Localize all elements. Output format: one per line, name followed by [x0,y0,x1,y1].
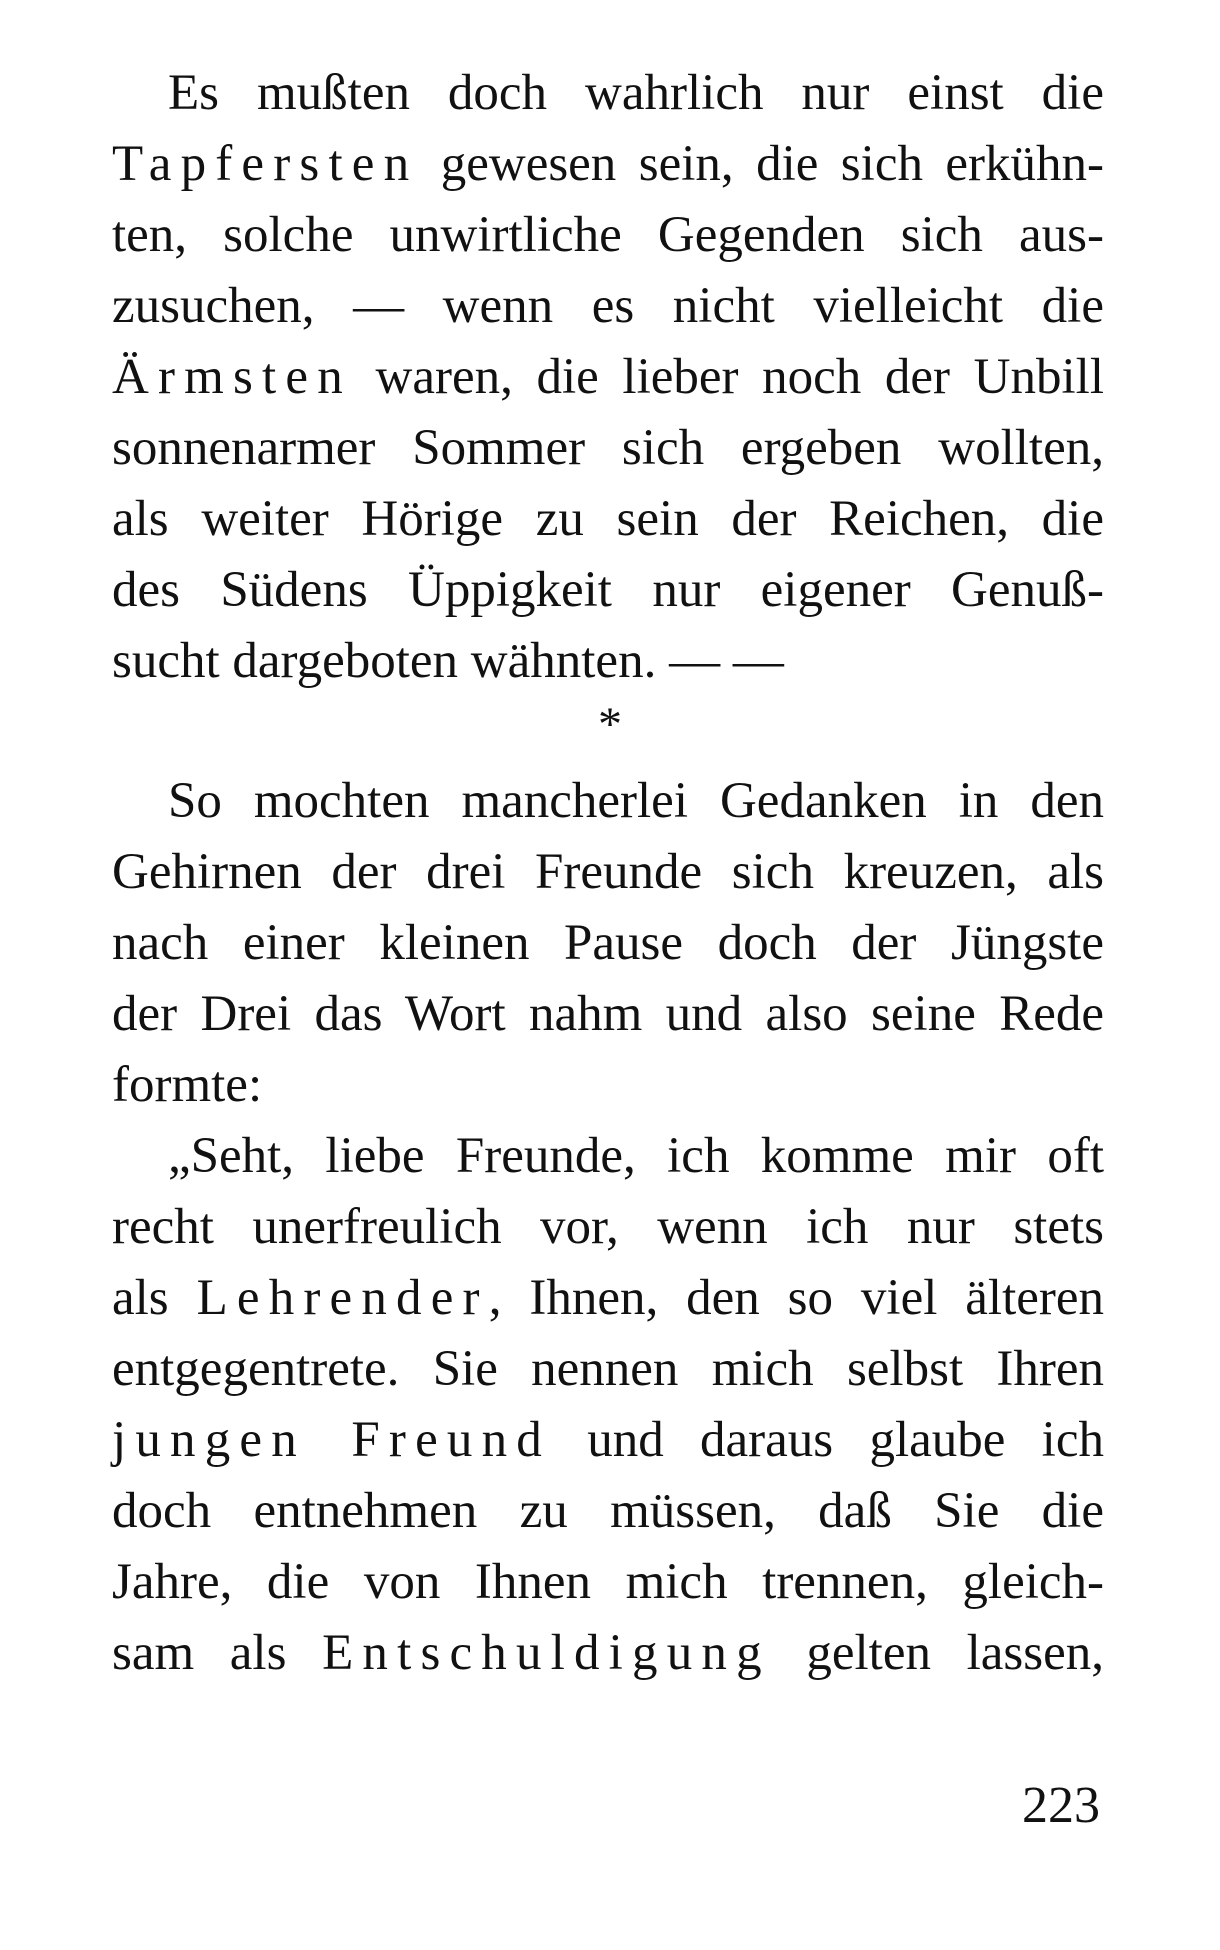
text-line: Jahre, die von Ihnen mich trennen, gleich- [112,1554,1104,1610]
text-line [112,342,1104,413]
text-line: doch entnehmen zu müssen, daß Sie die [112,1483,1104,1539]
text-line: als weiter Hörige zu sein der Reichen, die [112,491,1104,547]
page-number: 223 [1022,1777,1100,1834]
text-run: als [112,1270,197,1326]
text-line: sucht dargeboten wähnten. — — [112,633,784,689]
text-line: recht unerfreulich vor, wenn ich nur stets [112,1199,1104,1255]
text-line [112,129,1104,200]
text-line: der Drei das Wort nahm und also seine Rede [112,986,1104,1042]
text-run: gewesen sein, die sich erkühn- [418,136,1104,192]
text-line: nach einer kleinen Pause doch der Jüngste [112,915,1104,971]
spaced-word: Entschuldigung [322,1625,771,1681]
text-line: Gehirnen der drei Freunde sich kreuzen, als [112,844,1104,900]
spaced-word: jungen Freund [112,1412,551,1468]
text-line: formte: [112,1057,263,1113]
text-line: ten, solche unwirtliche Gegenden sich aus- [112,207,1104,263]
section-separator: * [598,698,622,751]
text-line: „Seht, liebe Freunde, ich komme mir oft [168,1128,1104,1184]
paragraph-3 [112,1121,1104,1689]
text-line: zusuchen, — wenn es nicht vielleicht die [112,278,1104,334]
text-line: Es mußten doch wahrlich nur einst die [168,65,1104,121]
text-line: So mochten mancherlei Gedanken in den [168,773,1104,829]
spaced-word: Lehrender [196,1270,489,1326]
text-run: waren, die lieber noch der Unbill [351,349,1104,405]
paragraph-1 [112,58,1104,697]
text-run: sam als [112,1625,323,1681]
text-run: gelten lassen, [770,1625,1105,1681]
text-run: und daraus glaube ich [550,1412,1104,1468]
text-line [112,1618,1104,1689]
text-run: , Ihnen, den so viel älteren [488,1270,1105,1326]
text-line: sonnenarmer Sommer sich ergeben wollten, [112,420,1104,476]
spaced-word: Tapfersten [112,136,419,192]
text-line [112,1405,1104,1476]
text-line [112,1263,1104,1334]
paragraph-2 [112,766,1104,1121]
text-line: des Südens Üppigkeit nur eigener Genuß- [112,562,1104,618]
text-line: entgegentrete. Sie nennen mich selbst Ihren [112,1341,1104,1397]
spaced-word: Ärmsten [112,349,352,405]
